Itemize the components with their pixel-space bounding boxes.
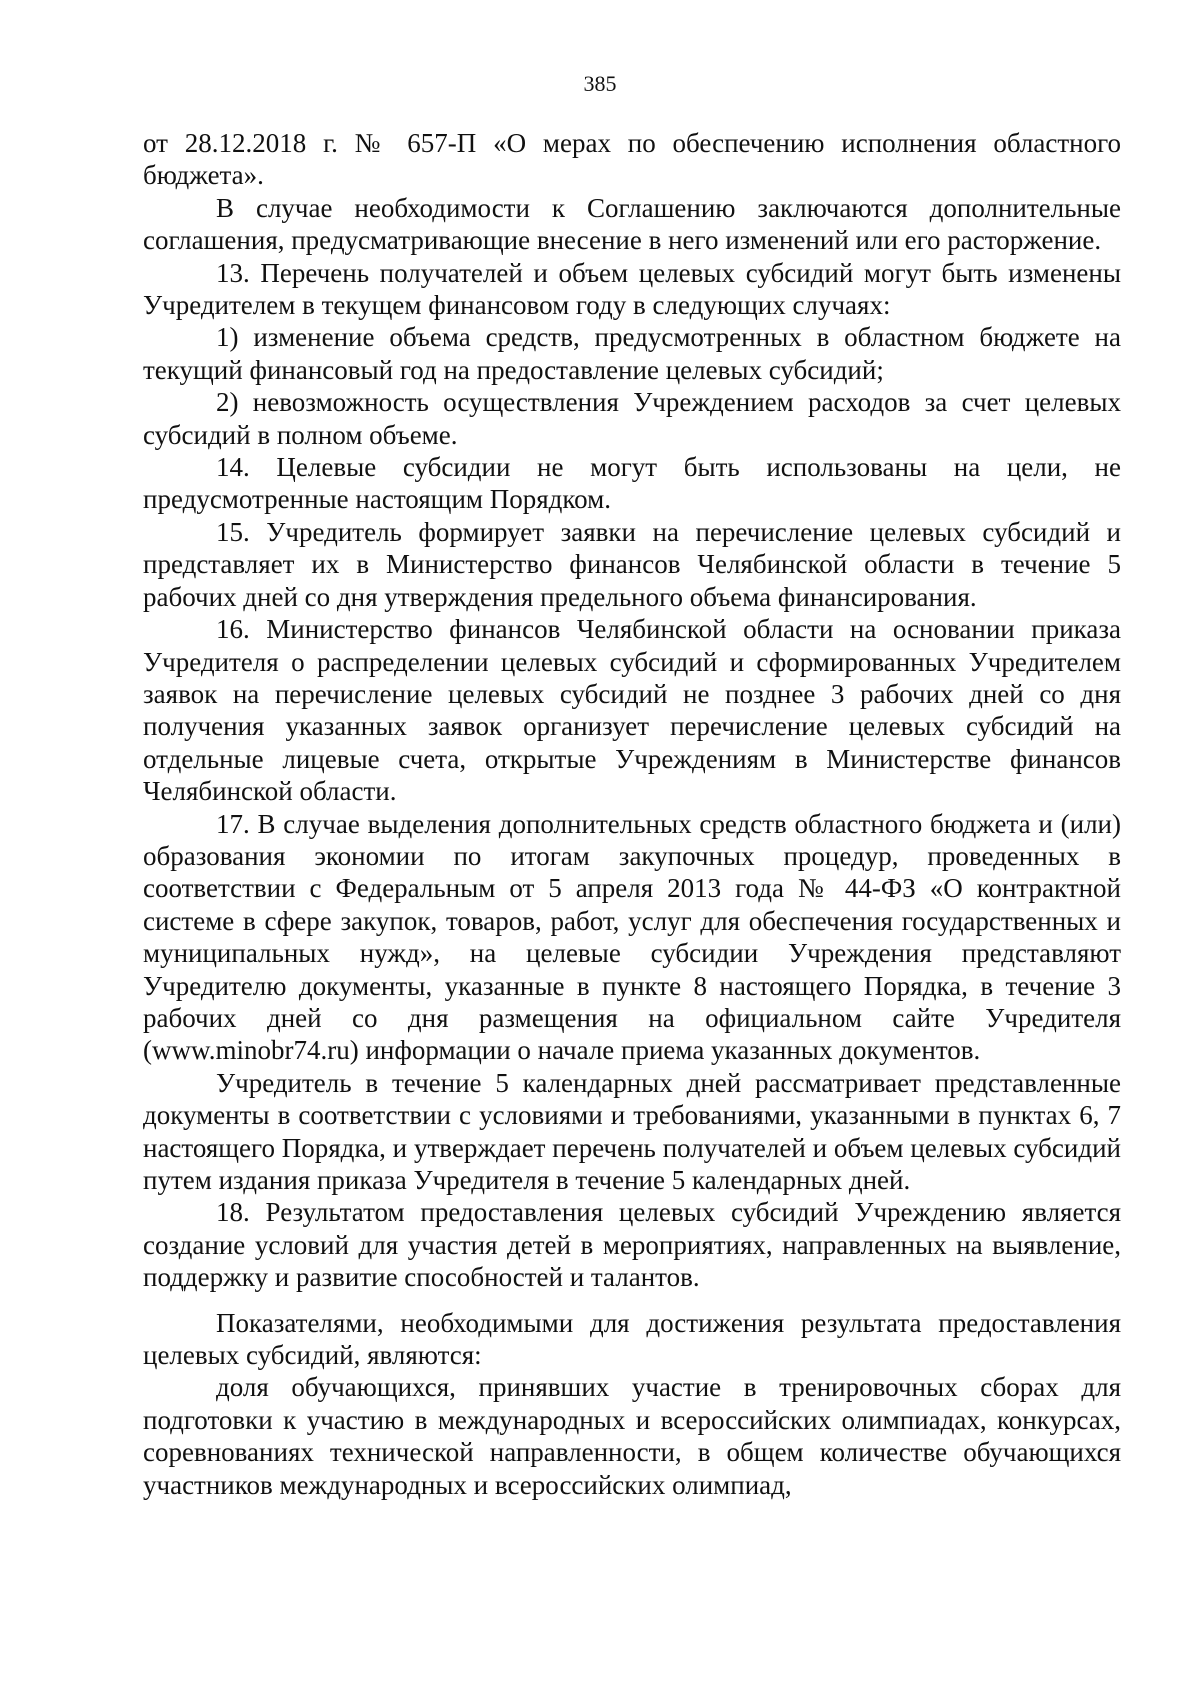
paragraph-share-of-students: доля обучающихся, принявших участие в тренировочных сборах для подготовки к участию в международных и всероссийских олимпиадах, конкурсах, соревнованиях технической направленности, в общем количестве обучающихся участников международных и всероссийских олимпиад, — [143, 1372, 1121, 1500]
paragraph-16: 16. Министерство финансов Челябинской области на основании приказа Учредителя о распределении целевых субсидий и сформированных Учредителем заявок на перечисление целевых субсидий не позднее 3 рабочих дней со дня получения указанных заявок организует перечисление целевых субсидий на отдельные лицевые счета, открытые Учреждениям в Министерстве финансов Челябинской области. — [143, 614, 1121, 807]
paragraph-13: 13. Перечень получателей и объем целевых субсидий могут быть изменены Учредителем в текущем финансовом году в следующих случаях: — [143, 257, 1121, 321]
paragraph-14: 14. Целевые субсидии не могут быть использованы на цели, не предусмотренные настоящим Порядком. — [143, 452, 1121, 515]
paragraph-indicators: Показателями, необходимыми для достижения результата предоставления целевых субсидий, являются: — [143, 1307, 1121, 1371]
document-body — [143, 127, 1121, 1501]
paragraph-15: 15. Учредитель формирует заявки на перечисление целевых субсидий и представляет их в Министерство финансов Челябинской области в течение 5 рабочих дней со дня утверждения предельного объема финансирования. — [143, 516, 1121, 612]
paragraph-17-review: Учредитель в течение 5 календарных дней рассматривает представленные документы в соответствии с условиями и требованиями, указанными в пунктах 6, 7 настоящего Порядка, и утверждает перечень получателей и объем целевых субсидий путем издания приказа Учредителя в течение 5 календарных дней. — [143, 1067, 1121, 1195]
paragraph-17: 17. В случае выделения дополнительных средств областного бюджета и (или) образования экономии по итогам закупочных процедур, проведенных в соответствии с Федеральным от 5 апреля 2013 года № 44-ФЗ «О контрактной системе в сфере закупок, товаров, работ, услуг для обеспечения государственных и муниципальных нужд», на целевые субсидии Учреждения представляют Учредителю документы, указанные в пункте 8 настоящего Порядка, в течение 3 рабочих дней со дня размещения на официальном сайте Учредителя (www.minobr74.ru) информации о начале приема указанных документов. — [143, 808, 1121, 1066]
paragraph-13-item-1: 1) изменение объема средств, предусмотренных в областном бюджете на текущий финансовый год на предоставление целевых субсидий; — [143, 322, 1121, 385]
page-number: 385 — [583, 71, 617, 96]
paragraph-18: 18. Результатом предоставления целевых субсидий Учреждению является создание условий для участия детей в мероприятиях, направленных на выявление, поддержку и развитие способностей и талантов. — [143, 1197, 1121, 1293]
paragraph-additional-agreements: В случае необходимости к Соглашению заключаются дополнительные соглашения, предусматривающие внесение в него изменений или его расторжение. — [143, 192, 1121, 256]
paragraph-continuation: от 28.12.2018 г. № 657-П «О мерах по обеспечению исполнения областного бюджета». — [143, 128, 1121, 191]
paragraph-13-item-2: 2) невозможность осуществления Учреждением расходов за счет целевых субсидий в полном объеме. — [143, 387, 1121, 450]
